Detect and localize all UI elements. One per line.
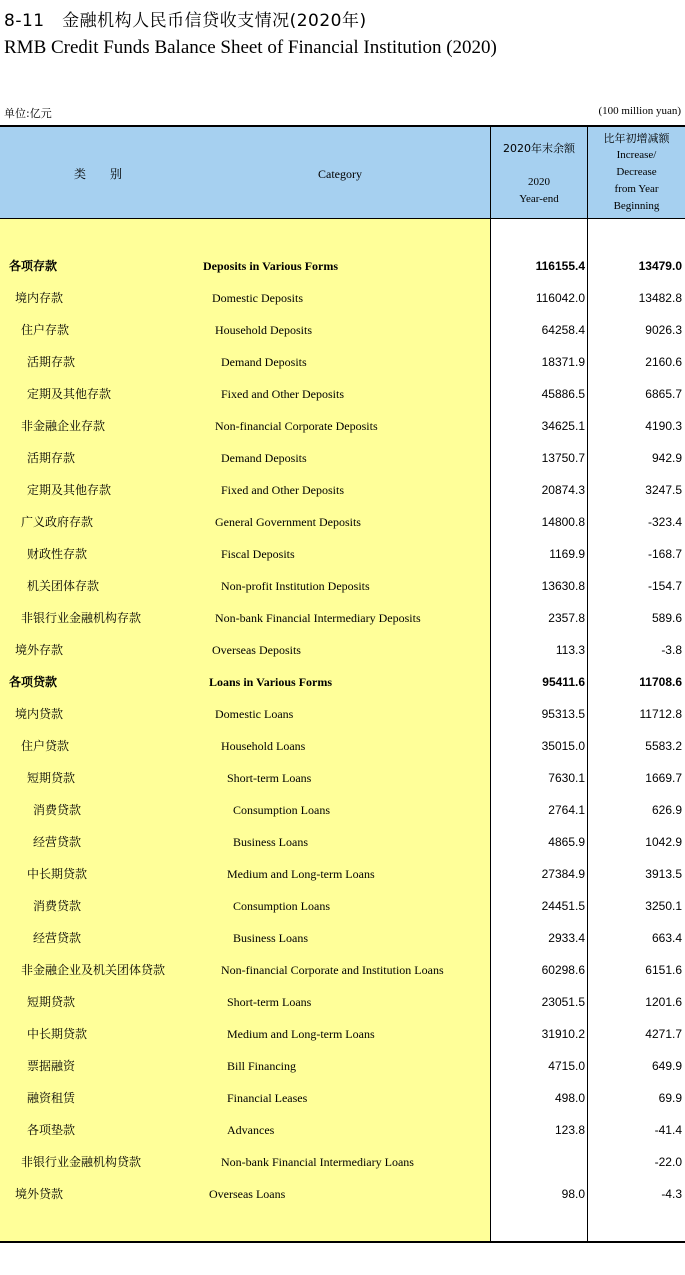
row-label-chinese: 境内存款 bbox=[15, 291, 64, 305]
change-value: -4.3 bbox=[661, 1187, 682, 1201]
row-label-chinese: 各项垫款 bbox=[27, 1123, 76, 1137]
change-value: -168.7 bbox=[647, 547, 682, 561]
change-value: 3250.1 bbox=[645, 899, 682, 913]
row-label-chinese: 住户存款 bbox=[21, 323, 70, 337]
year-end-value: 1169.9 bbox=[549, 547, 585, 561]
row-label-chinese: 各项贷款 bbox=[9, 675, 58, 689]
row-label-english: Fixed and Other Deposits bbox=[221, 387, 344, 401]
year-end-value: 2933.4 bbox=[548, 931, 585, 945]
row-label-english: Short-term Loans bbox=[227, 995, 312, 1009]
row-label-chinese: 经营贷款 bbox=[33, 931, 82, 945]
change-value: 649.9 bbox=[651, 1059, 682, 1073]
row-label-english: Non-bank Financial Intermediary Deposits bbox=[215, 611, 421, 625]
change-value: -323.4 bbox=[647, 515, 682, 529]
row-label-chinese: 活期存款 bbox=[27, 355, 76, 369]
row-label-english: Demand Deposits bbox=[221, 355, 307, 369]
row-label-chinese: 中长期贷款 bbox=[27, 1027, 88, 1041]
year-end-value: 116155.4 bbox=[535, 259, 585, 273]
row-label-chinese: 非金融企业存款 bbox=[21, 419, 106, 433]
row-label-english: Financial Leases bbox=[227, 1091, 308, 1105]
change-value: -41.4 bbox=[654, 1123, 682, 1137]
table-row bbox=[0, 538, 685, 570]
row-label-chinese: 各项存款 bbox=[9, 259, 58, 273]
change-value: 11708.6 bbox=[639, 675, 682, 689]
row-label-english: Non-bank Financial Intermediary Loans bbox=[221, 1155, 414, 1169]
change-value: 4271.7 bbox=[645, 1027, 682, 1041]
header-year-end-line1: 2020 bbox=[528, 176, 550, 188]
table-row bbox=[0, 474, 685, 506]
year-end-value: 45886.5 bbox=[541, 387, 585, 401]
table-row bbox=[0, 314, 685, 346]
change-value: 1201.6 bbox=[645, 995, 682, 1009]
year-end-value: 35015.0 bbox=[541, 739, 585, 753]
row-label-chinese: 消费贷款 bbox=[33, 803, 82, 817]
row-label-chinese: 短期贷款 bbox=[27, 995, 76, 1009]
header-year-end-line2: Year-end bbox=[519, 193, 559, 205]
year-end-value: 23051.5 bbox=[541, 995, 585, 1009]
row-label-english: Non-financial Corporate Deposits bbox=[215, 419, 378, 433]
row-label-english: Household Loans bbox=[221, 739, 306, 753]
table-title-english: RMB Credit Funds Balance Sheet of Financial Institution (2020) bbox=[4, 37, 497, 58]
row-label-chinese: 消费贷款 bbox=[33, 899, 82, 913]
bottom-rule bbox=[0, 1241, 685, 1243]
row-label-english: Domestic Deposits bbox=[212, 291, 303, 305]
row-label-english: Consumption Loans bbox=[233, 803, 331, 817]
year-end-value: 34625.1 bbox=[541, 419, 585, 433]
table-row bbox=[0, 1050, 685, 1082]
table-row bbox=[0, 442, 685, 474]
header-year-end-chinese: 2020年末余额 bbox=[503, 142, 575, 155]
header-category-chinese: 类别 bbox=[74, 167, 147, 181]
year-end-value: 116042.0 bbox=[535, 291, 585, 305]
row-label-chinese: 融资租赁 bbox=[27, 1091, 76, 1105]
table-row bbox=[0, 602, 685, 634]
year-end-value: 14800.8 bbox=[541, 515, 585, 529]
table-row bbox=[0, 506, 685, 538]
row-label-english: Fiscal Deposits bbox=[221, 547, 295, 561]
year-end-value: 24451.5 bbox=[541, 899, 585, 913]
row-label-chinese: 机关团体存款 bbox=[27, 579, 100, 593]
row-label-english: Deposits in Various Forms bbox=[203, 259, 339, 273]
year-end-value: 27384.9 bbox=[541, 867, 585, 881]
row-label-english: Advances bbox=[227, 1123, 275, 1137]
table-row bbox=[0, 794, 685, 826]
table-title-chinese: 8-11 金融机构人民币信贷收支情况(2020年) bbox=[4, 11, 367, 31]
year-end-value: 2764.1 bbox=[548, 803, 585, 817]
row-label-chinese: 非金融企业及机关团体贷款 bbox=[21, 963, 166, 977]
row-label-chinese: 广义政府存款 bbox=[21, 515, 94, 529]
row-label-english: Overseas Deposits bbox=[212, 643, 301, 657]
table-row bbox=[0, 570, 685, 602]
row-label-chinese: 定期及其他存款 bbox=[27, 387, 112, 401]
year-end-value: 95411.6 bbox=[542, 675, 585, 689]
row-label-english: Non-profit Institution Deposits bbox=[221, 579, 370, 593]
header-change-chinese: 比年初增减额 bbox=[603, 132, 670, 145]
row-label-english: Bill Financing bbox=[227, 1059, 296, 1073]
table-row bbox=[0, 986, 685, 1018]
year-end-value: 113.3 bbox=[555, 643, 585, 657]
year-end-value: 4715.0 bbox=[548, 1059, 585, 1073]
table-row bbox=[0, 1018, 685, 1050]
year-end-value: 13750.7 bbox=[541, 451, 585, 465]
row-label-english: Loans in Various Forms bbox=[209, 675, 333, 689]
header-change-line1: Increase/ bbox=[616, 149, 657, 161]
row-label-chinese: 票据融资 bbox=[27, 1059, 76, 1073]
year-end-value: 2357.8 bbox=[548, 611, 585, 625]
row-label-chinese: 非银行业金融机构贷款 bbox=[21, 1155, 142, 1169]
row-label-english: Household Deposits bbox=[215, 323, 312, 337]
year-end-value: 123.8 bbox=[554, 1123, 585, 1137]
table-row bbox=[0, 954, 685, 986]
header-change-line2: Decrease bbox=[616, 166, 657, 178]
table-row bbox=[0, 922, 685, 954]
row-label-chinese: 境内贷款 bbox=[15, 707, 64, 721]
change-value: 6865.7 bbox=[645, 387, 682, 401]
change-value: 663.4 bbox=[651, 931, 682, 945]
row-label-english: Demand Deposits bbox=[221, 451, 307, 465]
change-value: 589.6 bbox=[651, 611, 682, 625]
header-change bbox=[588, 130, 685, 215]
row-label-english: Medium and Long-term Loans bbox=[227, 1027, 375, 1041]
row-label-english: Consumption Loans bbox=[233, 899, 331, 913]
year-end-value: 60298.6 bbox=[541, 963, 585, 977]
table-row bbox=[0, 826, 685, 858]
table-row bbox=[0, 1114, 685, 1146]
year-end-value: 7630.1 bbox=[548, 771, 585, 785]
change-value: 69.9 bbox=[658, 1091, 682, 1105]
header-year-end bbox=[491, 140, 587, 208]
year-end-value: 31910.2 bbox=[541, 1027, 585, 1041]
table-row bbox=[0, 730, 685, 762]
table-row bbox=[0, 346, 685, 378]
table-row bbox=[0, 1178, 685, 1210]
table-row bbox=[0, 858, 685, 890]
year-end-value: 98.0 bbox=[561, 1187, 585, 1201]
row-label-chinese: 住户贷款 bbox=[21, 739, 70, 753]
change-value: 11712.8 bbox=[639, 707, 682, 721]
header-category-english: Category bbox=[318, 167, 362, 181]
table-row bbox=[0, 890, 685, 922]
row-label-chinese: 经营贷款 bbox=[33, 835, 82, 849]
change-value: 5583.2 bbox=[645, 739, 682, 753]
change-value: 13479.0 bbox=[638, 259, 682, 273]
change-value: -154.7 bbox=[647, 579, 682, 593]
year-end-value: 20874.3 bbox=[541, 483, 585, 497]
row-label-english: Non-financial Corporate and Institution Loans bbox=[221, 963, 444, 977]
year-end-value: 13630.8 bbox=[541, 579, 585, 593]
row-label-english: Short-term Loans bbox=[227, 771, 312, 785]
row-label-english: General Government Deposits bbox=[215, 515, 361, 529]
row-label-chinese: 财政性存款 bbox=[27, 547, 88, 561]
table-row bbox=[0, 666, 685, 698]
change-value: -3.8 bbox=[661, 643, 682, 657]
year-end-value: 498.0 bbox=[554, 1091, 585, 1105]
table-row bbox=[0, 1082, 685, 1114]
change-value: 1669.7 bbox=[645, 771, 682, 785]
row-label-chinese: 境外贷款 bbox=[15, 1187, 64, 1201]
row-label-chinese: 定期及其他存款 bbox=[27, 483, 112, 497]
year-end-value: 4865.9 bbox=[548, 835, 585, 849]
row-label-english: Business Loans bbox=[233, 835, 308, 849]
change-value: -22.0 bbox=[654, 1155, 682, 1169]
header-change-line4: Beginning bbox=[613, 200, 660, 212]
table-row bbox=[0, 634, 685, 666]
change-value: 9026.3 bbox=[645, 323, 682, 337]
row-label-english: Overseas Loans bbox=[209, 1187, 286, 1201]
row-label-english: Business Loans bbox=[233, 931, 308, 945]
row-label-chinese: 短期贷款 bbox=[27, 771, 76, 785]
change-value: 942.9 bbox=[651, 451, 682, 465]
change-value: 1042.9 bbox=[645, 835, 682, 849]
unit-label-english: (100 million yuan) bbox=[598, 105, 681, 117]
header-change-line3: from Year bbox=[614, 183, 659, 195]
row-label-chinese: 活期存款 bbox=[27, 451, 76, 465]
row-label-chinese: 中长期贷款 bbox=[27, 867, 88, 881]
table-row bbox=[0, 250, 685, 282]
change-value: 6151.6 bbox=[645, 963, 682, 977]
change-value: 3247.5 bbox=[645, 483, 682, 497]
row-label-chinese: 非银行业金融机构存款 bbox=[21, 611, 142, 625]
row-label-english: Domestic Loans bbox=[215, 707, 294, 721]
year-end-value: 95313.5 bbox=[541, 707, 585, 721]
change-value: 4190.3 bbox=[645, 419, 682, 433]
year-end-value: 18371.9 bbox=[541, 355, 585, 369]
year-end-value: 64258.4 bbox=[541, 323, 585, 337]
change-value: 3913.5 bbox=[645, 867, 682, 881]
change-value: 626.9 bbox=[651, 803, 682, 817]
unit-label-chinese: 单位:亿元 bbox=[4, 107, 52, 120]
row-label-chinese: 境外存款 bbox=[15, 643, 64, 657]
table-row bbox=[0, 698, 685, 730]
table-row bbox=[0, 762, 685, 794]
table-row bbox=[0, 410, 685, 442]
table-row bbox=[0, 282, 685, 314]
row-label-english: Medium and Long-term Loans bbox=[227, 867, 375, 881]
change-value: 2160.6 bbox=[645, 355, 682, 369]
change-value: 13482.8 bbox=[638, 291, 682, 305]
row-label-english: Fixed and Other Deposits bbox=[221, 483, 344, 497]
table-row bbox=[0, 378, 685, 410]
table-row bbox=[0, 1146, 685, 1178]
